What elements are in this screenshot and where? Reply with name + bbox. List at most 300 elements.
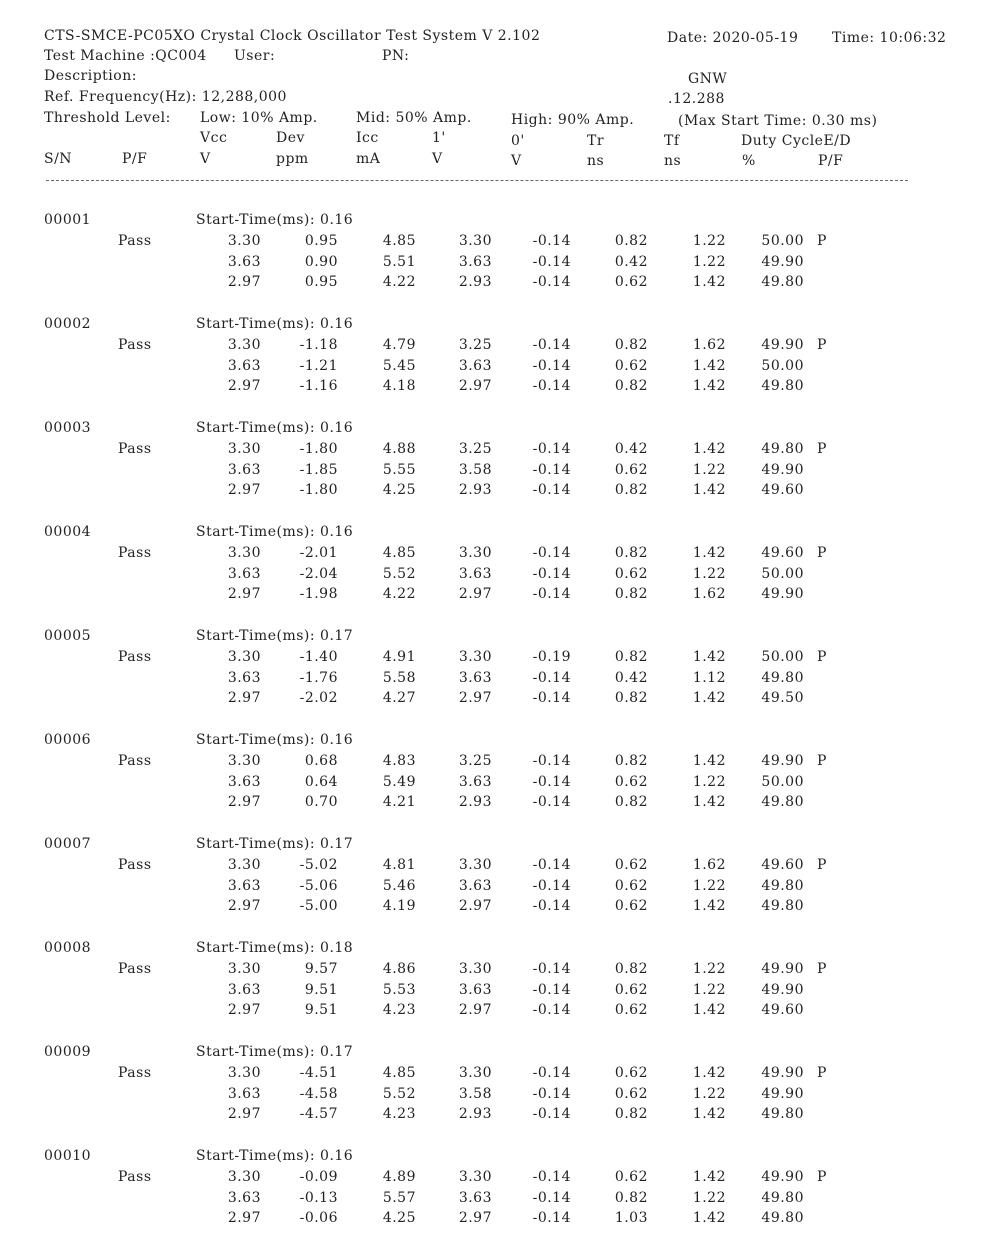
tr-value: 0.62 <box>614 877 648 894</box>
tr-value: 0.82 <box>614 233 648 249</box>
dev-value: -0.09 <box>299 1169 338 1185</box>
dev-value: -5.06 <box>299 877 338 894</box>
icc-value: 4.81 <box>382 857 416 873</box>
dev-value: -2.02 <box>299 690 338 706</box>
measurement-row <box>0 274 996 295</box>
tr-value: 0.82 <box>614 753 648 769</box>
measurement-row <box>0 961 996 982</box>
one-level-value: 3.30 <box>458 1065 492 1081</box>
dev-value: -1.85 <box>299 461 338 478</box>
zero-level-value: -0.14 <box>532 794 571 810</box>
duty-value: 49.80 <box>761 441 804 457</box>
zero-level-value: -0.14 <box>532 1106 571 1122</box>
pass-fail-status: Pass <box>118 337 152 353</box>
vcc-value: 2.97 <box>227 1002 261 1018</box>
duty-value: 49.90 <box>761 337 804 353</box>
one-level-value: 2.97 <box>458 1002 492 1018</box>
unit-duty: % <box>742 153 756 169</box>
threshold-mid: Mid: 50% Amp. <box>356 110 472 126</box>
col-icc: Icc <box>356 130 379 146</box>
test-record <box>0 524 996 628</box>
icc-value: 5.55 <box>382 461 416 478</box>
pass-fail-status: Pass <box>118 857 152 873</box>
test-machine: Test Machine :QC004 <box>44 48 207 64</box>
tf-value: 1.22 <box>692 981 726 998</box>
duty-value: 49.60 <box>761 1002 804 1018</box>
measurement-row <box>0 794 996 815</box>
measurement-row <box>0 1086 996 1107</box>
dev-value: 0.64 <box>304 773 338 790</box>
dev-value: -5.02 <box>299 857 338 873</box>
duty-value: 49.80 <box>761 669 804 686</box>
tf-value: 1.22 <box>692 961 726 977</box>
measurement-row <box>0 462 996 483</box>
zero-level-value: -0.14 <box>532 857 571 873</box>
duty-value: 49.90 <box>761 586 804 602</box>
unit-tr: ns <box>587 153 605 169</box>
one-level-value: 3.63 <box>458 773 492 790</box>
zero-level-value: -0.14 <box>532 337 571 353</box>
vcc-value: 3.63 <box>227 461 261 478</box>
dev-value: -2.04 <box>299 565 338 582</box>
duty-value: 49.80 <box>761 274 804 290</box>
tf-value: 1.42 <box>692 378 726 394</box>
vcc-value: 2.97 <box>227 794 261 810</box>
dev-value: -4.58 <box>299 1085 338 1102</box>
tr-value: 0.82 <box>614 1189 648 1206</box>
tf-value: 1.42 <box>692 357 726 374</box>
icc-value: 5.52 <box>382 1085 416 1102</box>
zero-level-value: -0.14 <box>532 1189 571 1206</box>
serial-number: 00003 <box>44 420 92 436</box>
vcc-value: 3.30 <box>227 857 261 873</box>
tf-value: 1.42 <box>692 690 726 706</box>
start-time: Start-Time(ms): 0.16 <box>196 732 354 748</box>
zero-level-value: -0.14 <box>532 1210 571 1226</box>
start-time: Start-Time(ms): 0.16 <box>196 212 354 228</box>
start-time: Start-Time(ms): 0.17 <box>196 1044 354 1060</box>
user-field: User: <box>234 48 276 64</box>
header-divider <box>46 180 908 181</box>
duty-value: 49.90 <box>761 1085 804 1102</box>
one-level-value: 3.30 <box>458 649 492 665</box>
zero-level-value: -0.14 <box>532 1085 571 1102</box>
tr-value: 0.62 <box>614 1169 648 1185</box>
icc-value: 4.85 <box>382 233 416 249</box>
measurement-row <box>0 586 996 607</box>
col-pf: P/F <box>122 151 148 167</box>
zero-level-value: -0.14 <box>532 961 571 977</box>
duty-value: 49.80 <box>761 877 804 894</box>
result-flag: P <box>817 649 827 665</box>
tf-value: 1.22 <box>692 1085 726 1102</box>
vcc-value: 3.63 <box>227 669 261 686</box>
tr-value: 0.82 <box>614 482 648 498</box>
serial-number: 00007 <box>44 836 92 852</box>
one-level-value: 3.30 <box>458 1169 492 1185</box>
measurement-row <box>0 649 996 670</box>
duty-value: 49.60 <box>761 482 804 498</box>
one-level-value: 2.97 <box>458 586 492 602</box>
duty-value: 49.80 <box>761 1189 804 1206</box>
duty-value: 49.60 <box>761 545 804 561</box>
measurement-row <box>0 1106 996 1127</box>
tr-value: 0.82 <box>614 378 648 394</box>
vcc-value: 2.97 <box>227 482 261 498</box>
tr-value: 0.82 <box>614 586 648 602</box>
duty-value: 50.00 <box>761 233 804 249</box>
vcc-value: 2.97 <box>227 274 261 290</box>
duty-value: 49.90 <box>761 753 804 769</box>
one-level-value: 3.63 <box>458 981 492 998</box>
tr-value: 0.42 <box>614 253 648 270</box>
one-level-value: 3.25 <box>458 337 492 353</box>
duty-value: 49.90 <box>761 981 804 998</box>
start-time: Start-Time(ms): 0.16 <box>196 1148 354 1164</box>
unit-one-level: V <box>432 151 443 167</box>
zero-level-value: -0.14 <box>532 482 571 498</box>
tr-value: 0.42 <box>614 441 648 457</box>
one-level-value: 2.93 <box>458 794 492 810</box>
dev-value: -1.76 <box>299 669 338 686</box>
test-record <box>0 1044 996 1148</box>
icc-value: 4.85 <box>382 1065 416 1081</box>
unit-zero-level: V <box>511 153 522 169</box>
icc-value: 5.45 <box>382 357 416 374</box>
tr-value: 1.03 <box>614 1210 648 1226</box>
col-duty-cycle <box>741 133 851 149</box>
tr-value: 0.62 <box>614 857 648 873</box>
serial-number: 00009 <box>44 1044 92 1060</box>
tf-value: 1.42 <box>692 1002 726 1018</box>
tr-value: 0.62 <box>614 274 648 290</box>
measurement-row <box>0 482 996 503</box>
unit-tf: ns <box>664 153 682 169</box>
test-record <box>0 1148 996 1252</box>
one-level-value: 3.63 <box>458 357 492 374</box>
measurement-row <box>0 233 996 254</box>
measurement-row <box>0 878 996 899</box>
zero-level-value: -0.14 <box>532 357 571 374</box>
test-record <box>0 732 996 836</box>
zero-level-value: -0.14 <box>532 441 571 457</box>
tf-value: 1.62 <box>692 586 726 602</box>
dev-value: 9.51 <box>304 981 338 998</box>
tf-value: 1.42 <box>692 1210 726 1226</box>
result-flag: P <box>817 337 827 353</box>
one-level-value: 3.30 <box>458 857 492 873</box>
measurement-row <box>0 982 996 1003</box>
pass-fail-status: Pass <box>118 961 152 977</box>
dev-value: -1.18 <box>299 337 338 353</box>
measurement-row <box>0 358 996 379</box>
measurement-row <box>0 441 996 462</box>
col-vcc: Vcc <box>200 130 228 146</box>
zero-level-value: -0.14 <box>532 1065 571 1081</box>
col-dev: Dev <box>276 130 305 146</box>
icc-value: 4.22 <box>382 586 416 602</box>
measurement-row <box>0 337 996 358</box>
duty-value: 49.50 <box>761 690 804 706</box>
tf-value: 1.22 <box>692 233 726 249</box>
tf-value: 1.42 <box>692 794 726 810</box>
icc-value: 4.18 <box>382 378 416 394</box>
tf-value: 1.42 <box>692 1065 726 1081</box>
vcc-value: 3.30 <box>227 1169 261 1185</box>
threshold-high: High: 90% Amp. <box>511 112 635 128</box>
vcc-value: 3.30 <box>227 233 261 249</box>
icc-value: 4.22 <box>382 274 416 290</box>
one-level-value: 2.93 <box>458 274 492 290</box>
one-level-value: 2.97 <box>458 1210 492 1226</box>
dev-value: -0.13 <box>299 1189 338 1206</box>
one-level-value: 2.93 <box>458 1106 492 1122</box>
one-level-value: 3.58 <box>458 461 492 478</box>
result-flag: P <box>817 1169 827 1185</box>
tr-value: 0.82 <box>614 794 648 810</box>
tf-value: 1.42 <box>692 898 726 914</box>
duty-value: 50.00 <box>761 649 804 665</box>
vcc-value: 2.97 <box>227 1106 261 1122</box>
icc-value: 5.51 <box>382 253 416 270</box>
measurement-row <box>0 857 996 878</box>
dev-value: -1.80 <box>299 482 338 498</box>
measurement-row <box>0 753 996 774</box>
vcc-value: 3.30 <box>227 961 261 977</box>
start-time: Start-Time(ms): 0.16 <box>196 524 354 540</box>
vcc-value: 3.63 <box>227 877 261 894</box>
zero-level-value: -0.14 <box>532 898 571 914</box>
icc-value: 4.23 <box>382 1106 416 1122</box>
duty-value: 49.80 <box>761 1210 804 1226</box>
start-time: Start-Time(ms): 0.18 <box>196 940 354 956</box>
vcc-value: 2.97 <box>227 378 261 394</box>
col-tf: Tf <box>664 133 680 149</box>
col-tr: Tr <box>587 133 605 149</box>
icc-value: 4.19 <box>382 898 416 914</box>
zero-level-value: -0.14 <box>532 690 571 706</box>
measurement-row <box>0 1065 996 1086</box>
measurement-row <box>0 1190 996 1211</box>
dev-value: 0.70 <box>304 794 338 810</box>
start-time: Start-Time(ms): 0.17 <box>196 628 354 644</box>
zero-level-value: -0.14 <box>532 669 571 686</box>
one-level-value: 2.97 <box>458 690 492 706</box>
icc-value: 5.58 <box>382 669 416 686</box>
one-level-value: 3.30 <box>458 545 492 561</box>
dev-value: -4.57 <box>299 1106 338 1122</box>
vcc-value: 2.97 <box>227 1210 261 1226</box>
serial-number: 00002 <box>44 316 92 332</box>
vcc-value: 2.97 <box>227 586 261 602</box>
serial-number: 00010 <box>44 1148 92 1164</box>
pn-field: PN: <box>382 48 410 64</box>
tr-value: 0.62 <box>614 898 648 914</box>
vcc-value: 3.30 <box>227 337 261 353</box>
measurement-row <box>0 690 996 711</box>
icc-value: 4.21 <box>382 794 416 810</box>
tf-value: 1.42 <box>692 545 726 561</box>
result-flag: P <box>817 545 827 561</box>
duty-value: 49.80 <box>761 794 804 810</box>
pass-fail-status: Pass <box>118 649 152 665</box>
icc-value: 4.23 <box>382 1002 416 1018</box>
tf-value: 1.22 <box>692 877 726 894</box>
tf-value: 1.42 <box>692 1106 726 1122</box>
result-flag: P <box>817 753 827 769</box>
tr-value: 0.62 <box>614 461 648 478</box>
zero-level-value: -0.14 <box>532 981 571 998</box>
icc-value: 5.46 <box>382 877 416 894</box>
zero-level-value: -0.14 <box>532 233 571 249</box>
vcc-value: 2.97 <box>227 898 261 914</box>
vcc-value: 3.63 <box>227 565 261 582</box>
tr-value: 0.82 <box>614 545 648 561</box>
icc-value: 5.52 <box>382 565 416 582</box>
measurement-row <box>0 545 996 566</box>
one-level-value: 2.93 <box>458 482 492 498</box>
serial-number: 00005 <box>44 628 92 644</box>
duty-value: 49.90 <box>761 1169 804 1185</box>
pass-fail-status: Pass <box>118 233 152 249</box>
result-flag: P <box>817 857 827 873</box>
vcc-value: 3.63 <box>227 253 261 270</box>
start-time: Start-Time(ms): 0.17 <box>196 836 354 852</box>
zero-level-value: -0.14 <box>532 1002 571 1018</box>
icc-value: 4.88 <box>382 441 416 457</box>
dev-value: 0.95 <box>304 274 338 290</box>
unit-dev: ppm <box>276 151 309 167</box>
zero-level-value: -0.14 <box>532 586 571 602</box>
threshold-label: Threshold Level: <box>44 110 171 126</box>
one-level-value: 3.30 <box>458 961 492 977</box>
test-record <box>0 836 996 940</box>
tf-value: 1.42 <box>692 1169 726 1185</box>
serial-number: 00006 <box>44 732 92 748</box>
vcc-value: 3.30 <box>227 753 261 769</box>
test-record <box>0 212 996 316</box>
one-level-value: 2.97 <box>458 898 492 914</box>
system-title: CTS-SMCE-PC05XO Crystal Clock Oscillator Test System V 2.102 <box>44 28 541 44</box>
tf-value: 1.22 <box>692 773 726 790</box>
serial-number: 00008 <box>44 940 92 956</box>
result-flag: P <box>817 233 827 249</box>
dev-value: -4.51 <box>299 1065 338 1081</box>
zero-level-value: -0.14 <box>532 378 571 394</box>
tr-value: 0.62 <box>614 1085 648 1102</box>
dev-value: -1.98 <box>299 586 338 602</box>
tf-value: 1.62 <box>692 337 726 353</box>
icc-value: 4.85 <box>382 545 416 561</box>
zero-level-value: -0.14 <box>532 773 571 790</box>
dev-value: 0.68 <box>304 753 338 769</box>
duty-value: 49.90 <box>761 253 804 270</box>
tf-value: 1.22 <box>692 253 726 270</box>
icc-value: 4.25 <box>382 1210 416 1226</box>
one-level-value: 3.58 <box>458 1085 492 1102</box>
result-flag: P <box>817 961 827 977</box>
duty-value: 49.90 <box>761 961 804 977</box>
tf-value: 1.42 <box>692 441 726 457</box>
one-level-value: 3.25 <box>458 441 492 457</box>
one-level-value: 3.63 <box>458 669 492 686</box>
dev-value: -0.06 <box>299 1210 338 1226</box>
dev-value: 9.51 <box>304 1002 338 1018</box>
tr-value: 0.82 <box>614 961 648 977</box>
unit-ed: P/F <box>818 153 844 169</box>
tf-value: 1.42 <box>692 649 726 665</box>
vcc-value: 3.30 <box>227 1065 261 1081</box>
ref-frequency: Ref. Frequency(Hz): 12,288,000 <box>44 89 287 105</box>
unit-icc: mA <box>356 151 381 167</box>
duty-value: 49.60 <box>761 857 804 873</box>
threshold-low: Low: 10% Amp. <box>200 110 318 126</box>
tr-value: 0.82 <box>614 649 648 665</box>
dev-value: 9.57 <box>304 961 338 977</box>
dev-value: -5.00 <box>299 898 338 914</box>
col-ed: E/D <box>823 133 852 149</box>
measurement-row <box>0 1169 996 1190</box>
tf-value: 1.42 <box>692 274 726 290</box>
icc-value: 4.27 <box>382 690 416 706</box>
col-duty-cycle-label: Duty Cycle <box>741 133 824 149</box>
measurement-row <box>0 898 996 919</box>
icc-value: 4.25 <box>382 482 416 498</box>
icc-value: 4.83 <box>382 753 416 769</box>
unit-vcc: V <box>200 151 211 167</box>
vcc-value: 3.63 <box>227 1189 261 1206</box>
vcc-value: 3.63 <box>227 773 261 790</box>
test-record <box>0 420 996 524</box>
one-level-value: 3.30 <box>458 233 492 249</box>
one-level-value: 3.63 <box>458 877 492 894</box>
tr-value: 0.62 <box>614 1065 648 1081</box>
col-sn: S/N <box>44 151 73 167</box>
pass-fail-status: Pass <box>118 1065 152 1081</box>
tf-value: 1.42 <box>692 482 726 498</box>
start-time: Start-Time(ms): 0.16 <box>196 316 354 332</box>
measurement-row <box>0 1210 996 1231</box>
pass-fail-status: Pass <box>118 441 152 457</box>
start-time: Start-Time(ms): 0.16 <box>196 420 354 436</box>
vcc-value: 3.63 <box>227 357 261 374</box>
description-field: Description: <box>44 68 137 84</box>
duty-value: 50.00 <box>761 565 804 582</box>
vcc-value: 2.97 <box>227 690 261 706</box>
tf-value: 1.12 <box>692 669 726 686</box>
report-date: Date: 2020-05-19 <box>667 30 799 46</box>
dev-value: 0.90 <box>304 253 338 270</box>
dev-value: -2.01 <box>299 545 338 561</box>
zero-level-value: -0.14 <box>532 545 571 561</box>
zero-level-value: -0.14 <box>532 877 571 894</box>
zero-level-value: -0.14 <box>532 461 571 478</box>
one-level-value: 3.63 <box>458 565 492 582</box>
vcc-value: 3.63 <box>227 1085 261 1102</box>
tr-value: 0.42 <box>614 669 648 686</box>
test-record <box>0 940 996 1044</box>
dev-value: 0.95 <box>304 233 338 249</box>
duty-value: 50.00 <box>761 773 804 790</box>
dev-value: -1.16 <box>299 378 338 394</box>
tr-value: 0.62 <box>614 773 648 790</box>
icc-value: 4.91 <box>382 649 416 665</box>
tr-value: 0.62 <box>614 565 648 582</box>
dev-value: -1.80 <box>299 441 338 457</box>
vcc-value: 3.30 <box>227 441 261 457</box>
one-level-value: 3.63 <box>458 1189 492 1206</box>
icc-value: 5.49 <box>382 773 416 790</box>
